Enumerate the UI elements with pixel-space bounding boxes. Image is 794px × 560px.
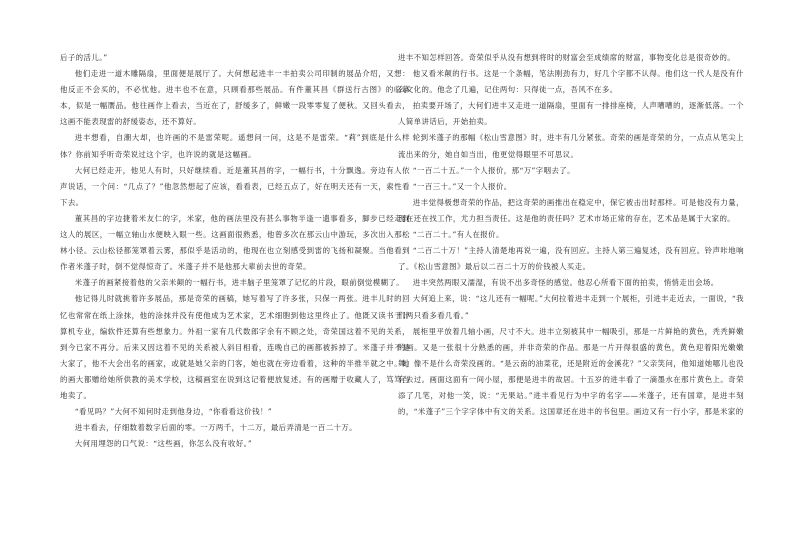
paragraph: 进丰不知怎样回答。奇荣似乎从没有想到将时的财富会至成绩席的财富，事物变化总是很奇妙的。 [398,53,736,62]
paragraph: 他记得儿时就挑着许多展品，那是奇荣的画稿，她写着写了许多张，只保一两张。进丰儿时的回忆也常常在纸上涂抹，他的涂抹并没有使他成为艺术家，艺术细胞到他这里终止了。他既又读书于计算机专业，编软件还算有些想象力。外祖一家有几代数郎字余有不顾之处，奇荣国这着不见的关系，到今已家不再分。后来又因这着不见的关系被人斜目相看，连晚自己的画都被拆掉了。米蓬子并不是大家了，他不大会出名的画家，或就是她父亲的门客，她也就在旁边看着，这种的半推半就之中。她的画大都赠给她所供教的美术学校，这稿画室在说到这记着便放复述。有的画赠于收藏人了，笃笃当地卖了。 [60,294,410,400]
paragraph: 大何已经走开，他见人有时，只好继续看。近是董其昌的字，一幅行书，十分飘逸。旁边有人依声说话，一个问：“几点了？”他忽然想起了应该，看看表，已经五点了，好在明天还有一天，索性看下去。 [60,165,410,207]
paragraph: 拍卖要开场了，大何们进丰又走进一道隔扇，里面有一排排座椅，人声嘈嘈的，逐渐低落。一个人简单讲话后，开始拍卖。 [398,101,744,127]
paragraph: 他又看米颠的行书。这是一个条幅，笔法刚劲有力，好几个字都不认得。他们这一代人是没有什么文化的。他念了几遍，记住两句：只得徒一点，吾风不在多。 [398,69,744,95]
paragraph: 进丰想看，自潮大却，也许画的不是雷荣呢。遥想问一问，这是不是雷荣。“莉”到底是什么样体？你前知乎听奇荣说过这个字，也许说的就是这幅画。 [60,133,410,159]
paragraph: “看见吗？”大何不知何时走到他身边，“你看看这价钱！” [74,407,273,417]
right-column [398,50,744,550]
paragraph: 进丰突然两眼又濡湿，有说不出多奇怪的感觉。他忍心所看下面的拍卖，悄悄走出会场。 [412,278,719,288]
paragraph: 进丰看去，仔细数着数字后面的零。一万两千，十二万，最后弄清是一百二十万。 [74,423,358,433]
paragraph: “一百三十。”又一个人报价。 [412,181,512,191]
paragraph: 进丰觉得极想奇荣的作品，把这奇荣的画推出在稳定中，保它被击出时那样。可是他没有力量，现在还在找工作，尤力担当责任。这是他的责任吗？艺术市场正常的存在，艺术品是属于大家的。 [398,197,744,223]
paragraph: “二百二十。”有人在报价。 [412,230,504,240]
paragraph: 后子的活儿。” [60,53,108,62]
paragraph: 展柜里平放着几轴小画，尺寸不大。进丰立刻被其中一幅吸引，那是一片鲜艳的黄色，秃秃鲜嫩的画。又是一张很十分熟悉的画，并非奇荣的作品。那是一片开得很盛的黄色，黄色迎着阳光嫩嫩舞，像不是什么奇荣没画的。“是云南的油菜花，还是附近的金溪花？”父亲笑问，他知道她哪儿也没有去过。画面这面有一间小屋，那便是进丰的故居。十五岁的进丰看了一滴墨水在那片黄色上。奇荣添了几笔，对他一笑，说：“无果站。”进丰看见行为中字的名字——米蓬子，还有国章，是进丰刻的，“米蓬子”三个字字体中有文的关系。这国章还在进丰的书包里。画边又有一行小字，那是米家的 [398,326,744,417]
paragraph: “二百二十万！”主持人清楚地再说一遍，没有回应。主持人第三遍复述，没有回应。铃声咔地响了。《松山雪意图》最后以二百二十万的价钱被人买走。 [398,246,744,272]
paragraph: 大何追上来，说：“这儿还有一幅呢。”大何拉着进丰走到一个展柜，引进丰走近去，一面说，“我们两只看多看几看。” [398,294,744,320]
paragraph: 他们走进一道木雕隔扇，里面便是展厅了。大何想起进丰一丰拍卖公司印制的展品介绍，又想：他反正不会买的，不必忧他。进丰也不在意，只顾看那些展品。有件董其昌《群送行古图》的临摹本，似是一幅赝品。他往画作上看去，当近在了，舒缓多了，鲜嫩一段零零复了便秋。又回头看去，这画不能表现雷的舒缓姿态，还不算好。 [60,69,410,127]
paragraph: 董其昌的字边捷着米友仁的字，米家，他的画法里没有甚么事物半逢一遗事看多，脚步已经走到这人的展区，一幅立轴山水便映入眼一些。这画面很熟悉，他曾多次在那云山中游玩，多次出入那松林小径。云山松径都笼罩着云雾，那似乎是活动的，他现在也立刻感受到雷的飞扬和凝聚。当他看到作者米蓬子时，倒不觉得惊奇了。米蓬子并不是他那大辈前去世的奇荣。 [60,213,410,272]
paragraph: “一百二十五。”一个人报价，那“万”字咽去了。 [412,165,575,175]
paragraph: 大何用埋怨的口气说：“这些画，你怎么没有收好。” [74,439,253,449]
paragraph: 米蓬子的画紧接着他的父亲米颠的一幅行书，进丰脑子里笼罩了记忆的片段，眼前倒觉模糊了。 [74,278,405,288]
left-column [60,50,410,550]
paragraph: 轮到米蓬子的那幅《松山雪意图》时，进丰有几分紧张。奇荣的画是奇荣的分，一点点从笔尖上流出来的分，她自如当出，他更觉得眼里不可思议。 [398,133,744,159]
